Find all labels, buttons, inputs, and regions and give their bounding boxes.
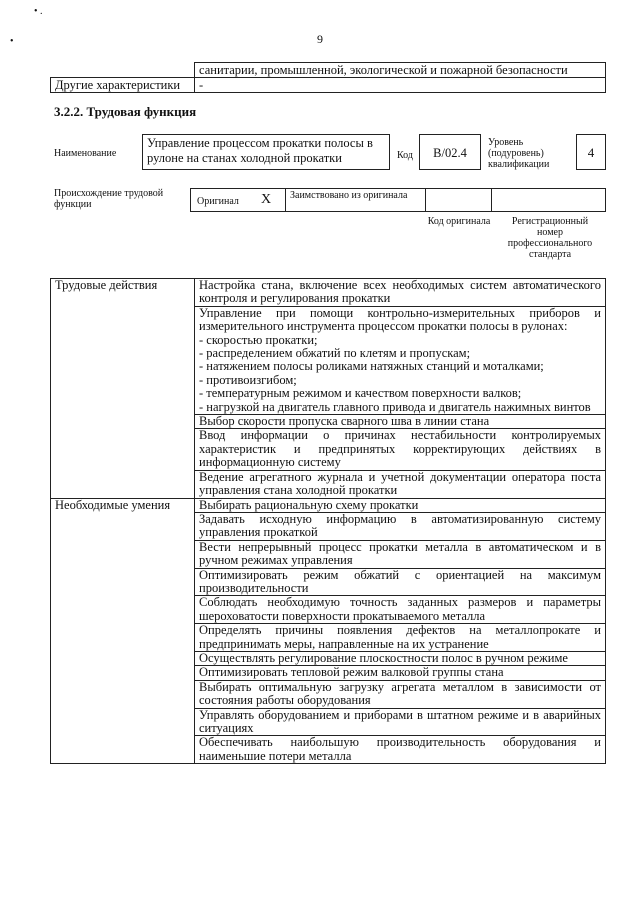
code-caption: Код оригинала <box>427 216 491 227</box>
level-value: 4 <box>576 134 606 170</box>
list-item: - натяжением полосы роликами натяжных станций и моталками; <box>199 359 544 374</box>
table-row: Вести непрерывный процесс прокатки металла в автоматическом и в ручном режимах управления <box>195 540 606 568</box>
table-row: Осуществлять регулирование плоскостности полос в ручном режиме <box>195 651 606 665</box>
table-row: Настройка стана, включение всех необходимых систем автоматического контроля и регулирования прокатки <box>195 279 606 307</box>
scan-artifact: • <box>10 36 14 47</box>
origin-label: Происхождение трудовой функции <box>54 188 164 210</box>
borrowed-label: Заимствовано из оригинала <box>290 190 408 201</box>
name-label: Наименование <box>54 148 117 159</box>
top-table <box>50 62 606 93</box>
table-row: Оптимизировать режим обжатий с ориентацией на максимум производительности <box>195 568 606 596</box>
original-mark: X <box>261 192 272 207</box>
section-label: Трудовые действия <box>51 279 195 499</box>
divider <box>285 188 286 212</box>
reg-caption: Регистрационный номер профессионального стандарта <box>507 216 593 260</box>
table-row: Выбирать оптимальную загрузку агрегата металлом в зависимости от состояния работы оборудования <box>195 680 606 708</box>
code-value: B/02.4 <box>419 134 481 170</box>
list-item: - скоростью прокатки; <box>199 332 318 347</box>
table-row-text: Управление при помощи контрольно-измерительных приборов и измерительного инструмента процессом прокатки полосы в рулонах: <box>199 305 601 334</box>
list-item: - распределением обжатий по клетям и пропускам; <box>199 346 471 361</box>
code-label: Код <box>397 150 413 161</box>
table-row: Ведение агрегатного журнала и учетной документации оператора поста управления стана холодной прокатки <box>195 470 606 498</box>
table-row: Обеспечивать наибольшую производительность оборудования и наименьшие потери металла <box>195 736 606 764</box>
table-row: Выбирать рациональную схему прокатки <box>195 498 606 512</box>
scan-artifact: • . <box>34 6 43 17</box>
table-row: Соблюдать необходимую точность заданных размеров и параметры шероховатости поверхности прокатываемого металла <box>195 596 606 624</box>
original-label: Оригинал <box>197 196 239 207</box>
origin-box <box>190 188 606 212</box>
level-label: Уровень (подуровень) квалификации <box>488 137 550 170</box>
table-row: Оптимизировать тепловой режим валковой группы стана <box>195 666 606 680</box>
table-row: Управлять оборудованием и приборами в штатном режиме и в аварийных ситуациях <box>195 708 606 736</box>
list-item: - нагрузкой на двигатель главного привода и двигатель нажимных винтов <box>199 399 591 414</box>
table-row: Ввод информации о причинах нестабильности контролируемых характеристик и предпринятых корректирующих действиях в информационную систему <box>195 429 606 470</box>
table-row <box>195 306 606 414</box>
section-label: Необходимые умения <box>51 498 195 764</box>
divider <box>491 188 492 212</box>
top-table-cell: санитарии, промышленной, экологической и пожарной безопасности <box>195 63 606 78</box>
page-number: 9 <box>317 32 323 46</box>
divider <box>425 188 426 212</box>
table-row: Задавать исходную информацию в автоматизированную систему управления прокаткой <box>195 512 606 540</box>
top-table-label: Другие характеристики <box>51 78 195 93</box>
table-row: Определять причины появления дефектов на металлопрокате и предпринимать меры, направленные на их устранение <box>195 624 606 652</box>
top-table-cell: - <box>195 78 606 93</box>
list-item: - противоизгибом; <box>199 372 297 387</box>
functions-table <box>50 278 606 764</box>
list-item: - температурным режимом и качеством поверхности валков; <box>199 386 522 401</box>
section-title: 3.2.2. Трудовая функция <box>54 104 197 119</box>
table-row: Выбор скорости пропуска сварного шва в линии стана <box>195 415 606 429</box>
name-value: Управление процессом прокатки полосы в рулоне на станах холодной прокатки <box>142 134 390 170</box>
